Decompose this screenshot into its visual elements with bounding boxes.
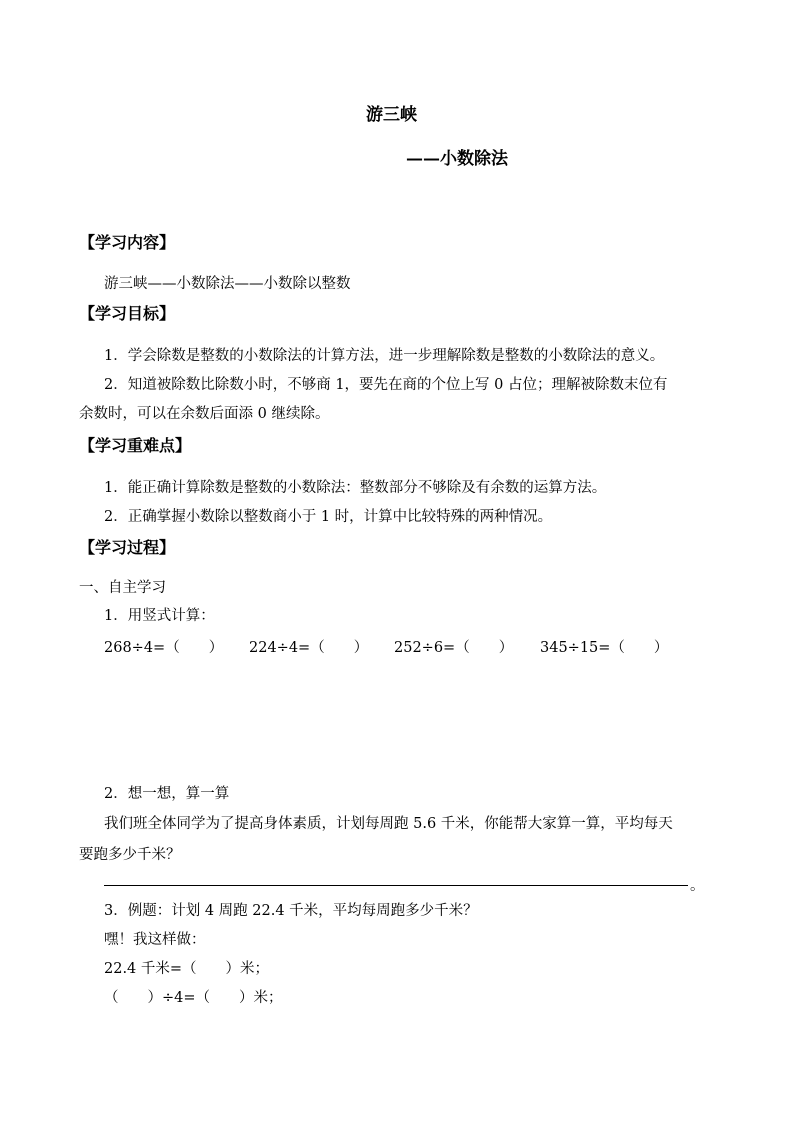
calc-item-4: 345÷15=（ ） <box>540 640 669 656</box>
section-heading-process: 【学习过程】 <box>79 538 176 557</box>
question-3-line-1: 22.4 千米=（ ）米； <box>104 961 270 977</box>
calc-item-3: 252÷6=（ ） <box>394 640 514 656</box>
goal-item-2-line-2: 余数时，可以在余数后面添 0 继续除。 <box>79 406 330 422</box>
keypoint-item-2: 2．正确掌握小数除以整数商小于 1 时，计算中比较特殊的两种情况。 <box>104 509 553 525</box>
calc-item-1: 268÷4=（ ） <box>104 640 224 656</box>
answer-line <box>104 885 688 886</box>
question-2-text-line-1: 我们班全体同学为了提高身体素质，计划每周跑 5.6 千米，你能帮大家算一算，平均每天 <box>104 816 673 832</box>
page-subtitle: ——小数除法 <box>406 149 508 169</box>
goal-item-2-line-1: 2．知道被除数比除数小时，不够商 1，要先在商的个位上写 0 占位；理解被除数末位有 <box>104 377 668 393</box>
answer-period: 。 <box>690 878 705 894</box>
question-3-line-2: （ ）÷4=（ ）米； <box>104 990 283 1006</box>
question-2-text-line-2: 要跑多少千米？ <box>79 847 181 863</box>
goal-item-1: 1．学会除数是整数的小数除法的计算方法，进一步理解除数是整数的小数除法的意义。 <box>104 348 665 364</box>
section-heading-keypoints: 【学习重难点】 <box>79 436 192 455</box>
question-3-label: 3．例题：计划 4 周跑 22.4 千米，平均每周跑多少千米？ <box>104 903 478 919</box>
section-heading-goals: 【学习目标】 <box>79 304 176 323</box>
page-title: 游三峡 <box>366 105 417 125</box>
question-3-hint: 嘿！我这样做： <box>104 932 206 948</box>
calc-item-2: 224÷4=（ ） <box>249 640 369 656</box>
question-2-label: 2．想一想，算一算 <box>104 786 230 802</box>
question-1-label: 1．用竖式计算： <box>104 608 215 624</box>
content-text: 游三峡——小数除法——小数除以整数 <box>104 276 351 292</box>
section-heading-content: 【学习内容】 <box>79 233 176 252</box>
keypoint-item-1: 1．能正确计算除数是整数的小数除法：整数部分不够除及有余数的运算方法。 <box>104 480 607 496</box>
part-one-label: 一、自主学习 <box>79 580 166 596</box>
